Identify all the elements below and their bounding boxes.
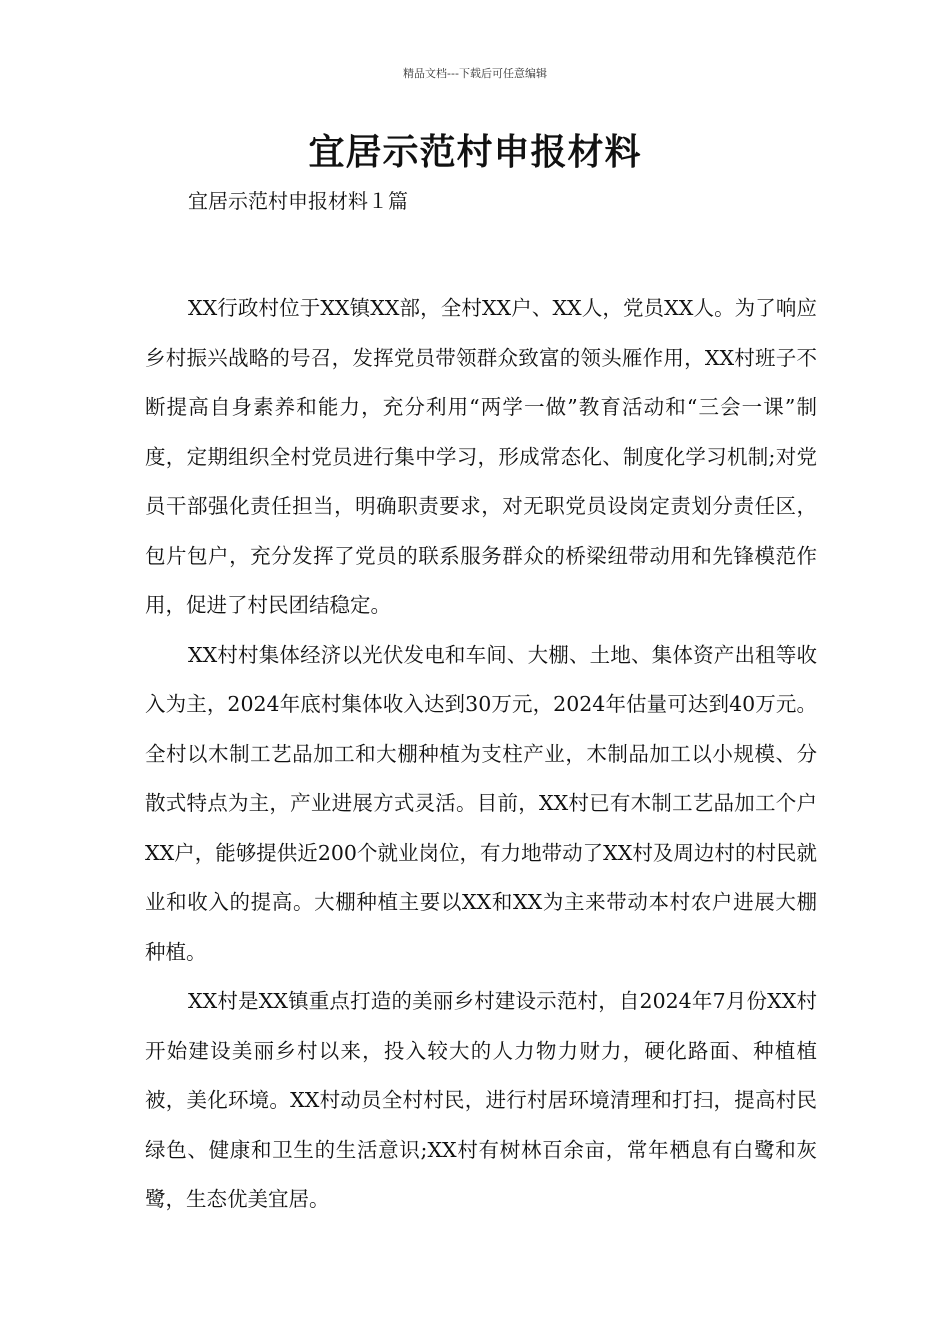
document-subtitle: 宜居示范村申报材料１篇 — [188, 189, 408, 213]
paragraph-beautiful-village: XX村是XX镇重点打造的美丽乡村建设示范村，自2024年7月份XX村开始建设美丽乡村以来，投入较大的人力物力财力，硬化路面、种植植被，美化环境。XX村动员全村村民，进行村居环境清理和打扫，提高村民绿色、健康和卫生的生活意识;XX村有树林百余亩，常年栖息有白鹭和灰鹭，生态优美宜居。 — [145, 989, 817, 1211]
header-note: 精品文档---下载后可任意编辑 — [403, 67, 547, 80]
paragraph-collective-economy: XX村村集体经济以光伏发电和车间、大棚、土地、集体资产出租等收入为主，2024年底村集体收入达到30万元，2024年估量可达到40万元。全村以木制工艺品加工和大棚种植为支柱产业，木制品加工以小规模、分散式特点为主，产业进展方式灵活。目前，XX村已有木制工艺品加工个户XX户，能够提供近200个就业岗位，有力地带动了XX村及周边村的村民就业和收入的提高。大棚种植主要以XX和XX为主来带动本村农户进展大棚种植。 — [145, 642, 817, 964]
paragraph-party-building: XX行政村位于XX镇XX部，全村XX户、XX人，党员XX人。为了响应乡村振兴战略的号召，发挥党员带领群众致富的领头雁作用，XX村班子不断提高自身素养和能力，充分利用“两学一做”教育活动和“三会一课”制度，定期组织全村党员进行集中学习，形成常态化、制度化学习机制;对党员干部强化责任担当，明确职责要求，对无职党员设岗定责划分责任区，包片包户，充分发挥了党员的联系服务群众的桥梁纽带动用和先锋模范作用，促进了村民团结稳定。 — [145, 296, 817, 617]
document-title: 宜居示范村申报材料 — [308, 132, 642, 173]
document-body — [145, 284, 817, 1225]
